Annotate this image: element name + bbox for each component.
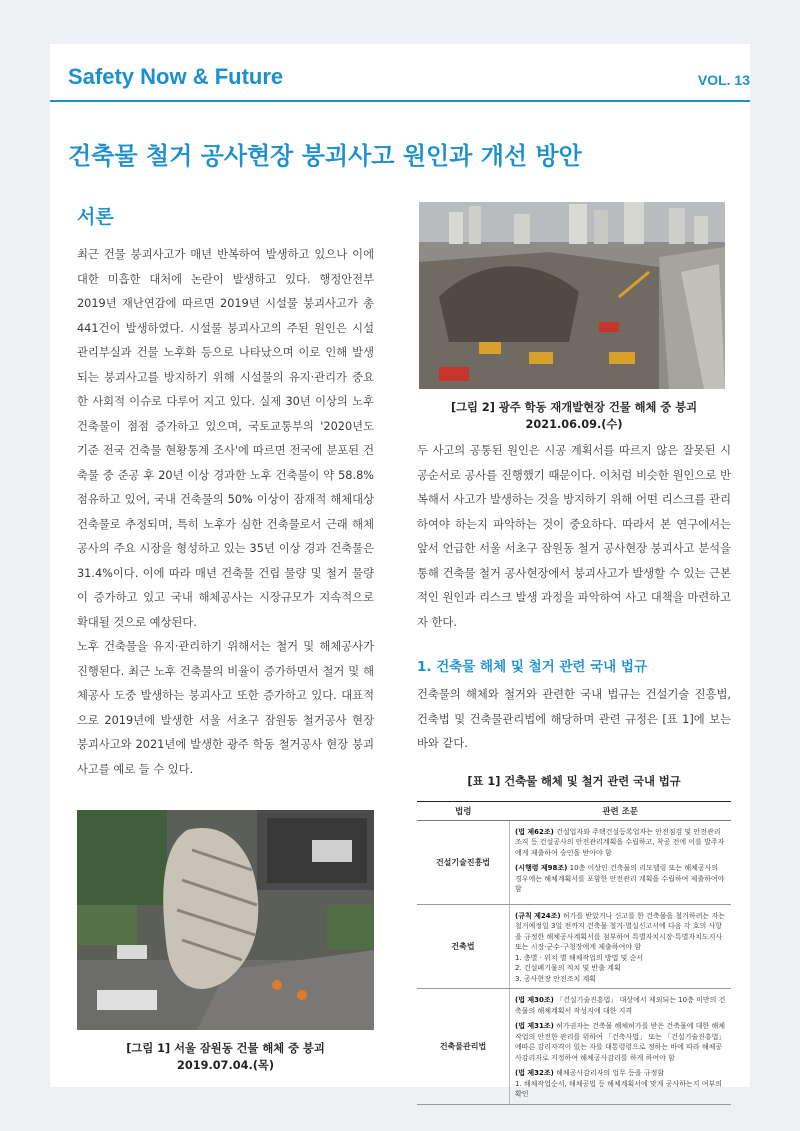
article-ref: (법 제32조) <box>515 1069 554 1077</box>
page-header <box>50 44 750 102</box>
article-item <box>515 827 726 859</box>
table-1-title: [표 1] 건축물 해체 및 철거 관련 국내 법규 <box>467 774 681 788</box>
figure-1-caption-title: [그림 1] 서울 잠원동 건물 해체 중 붕괴 <box>126 1042 325 1055</box>
law-name: 건설기술진흥법 <box>417 820 510 904</box>
intro-paragraph-1: 최근 건물 붕괴사고가 매년 반복하여 발생하고 있으나 이에 대한 미흡한 대처에 논란이 발생하고 있다. 행정안전부 2019년 재난연감에 따르면 2019년 시설물 붕괴사고가 총 441건이 발생하였다. 시설물 붕괴사고의 주된 원인은 시설관리부실과 건물 노후화 등으로 나타났으며 이로 인해 발생되는 붕괴사고를 방지하기 위해 시설물의 유지·관리가 중요한 사회적 이슈로 다루어 지고 있다. 실제 30년 이상의 노후 건축물이 점점 증가하고 있으며, 국토교통부의 '2020년도 기준 전국 건축물 현황통계 조사'에 따르면 전국에 분포된 건축물 중 준공 후 20년 이상 경과한 노후 건축물이 약 58.8% 점유하고 있어, 국내 건축물의 50% 이상이 잠재적 해체대상 건축물로 추정되며, 특히 노후가 심한 건축물로서 근래 해체공사의 주요 시장을 형성하고 있는 35년 이상 경과 건축물은 31.4%이다. 이에 따라 매년 건축물 건립 물량 및 철거 물량이 증가하고 있고 국내 해체공사는 시장규모가 지속적으로 확대될 것으로 예상된다. <box>77 248 374 629</box>
article-item <box>515 863 726 895</box>
law-articles <box>510 820 732 904</box>
figure-2-photo <box>419 202 725 389</box>
article-ref: (규칙 제24조) <box>515 911 561 920</box>
article-ref: (시행령 제98조) <box>515 864 568 872</box>
figure-2-caption <box>417 399 731 433</box>
article-subitem: 2. 건설폐기물의 적치 및 반출 계획 <box>515 964 621 972</box>
section-1-heading: 1. 건축물 해체 및 철거 관련 국내 법규 <box>417 659 647 675</box>
intro-heading: 서론 <box>77 206 114 228</box>
table-header-row <box>417 801 731 820</box>
article-page <box>50 44 750 1098</box>
header-divider <box>50 100 750 102</box>
regulations-table <box>417 801 731 1105</box>
intro-paragraph-2: 노후 건축물을 유지·관리하기 위해서는 철거 및 해체공사가 진행된다. 최근 노후 건축물의 비율이 증가하면서 철거 및 해체공사 도중 발생하는 붕괴사고 또한 증가하고 있다. 대표적으로 2019년에 발생한 서울 서초구 잠원동 철거공사 현장 붕괴사고와 2021년에 발생한 광주 학동 철거공사 현장 붕괴사고를 예로 들 수 있다. <box>77 640 374 776</box>
article-text: 허가권자는 건축물 해체허가를 받은 건축물에 대한 해체작업의 안전한 관리를 위하여 「건축사법」 또는 「건설기술진흥법」 에따른 감리자격이 있는 자를 대통령령으로 정하는 바에 따라 해체공사감리자로 지정하여 해체공사감리를 하게 하여야 함 <box>515 1022 726 1062</box>
figure-1-caption <box>77 1040 374 1074</box>
law-articles <box>510 989 732 1105</box>
article-item <box>515 1068 726 1079</box>
right-column <box>417 202 731 1105</box>
magazine-title: Safety Now & Future <box>68 64 284 89</box>
article-item <box>515 1021 726 1063</box>
article-ref: (법 제31조) <box>515 1022 554 1030</box>
table-row <box>417 820 731 904</box>
table-row <box>417 989 731 1105</box>
article-ref: (법 제30조) <box>515 996 554 1004</box>
article-item <box>515 911 726 953</box>
article-text: 「건설기술진흥법」 대상에서 제외되는 10층 미만의 건축물의 해체계획서 작성지에 대한 지격 <box>515 996 726 1015</box>
article-text: 건설업자와 주택건설등록업자는 안전점검 및 안전관리 조직 등 건설공사의 안전관리계획을 수립하고, 착공 전에 이를 발주자에게 제출하여 승인을 받아야 함 <box>515 827 725 857</box>
article-text: 10층 이상인 건축물의 리모델링 또는 해체공사의 경우에는 해체계획서를 포함한 안전관리 계획을 수립하여 제출하여야 함 <box>515 864 725 893</box>
figure-2-caption-date: 2021.06.09.(수) <box>525 418 623 431</box>
demolition-site-illustration <box>419 202 725 389</box>
article-subitem: 1. 층별 · 위치 별 해체작업의 방법 및 순서 <box>515 953 644 962</box>
table-header-articles: 관련 조문 <box>510 801 732 820</box>
law-name: 건축물관리법 <box>417 989 510 1105</box>
left-column <box>77 202 374 1074</box>
table-row <box>417 904 731 989</box>
figure-1-caption-date: 2019.07.04.(목) <box>177 1059 274 1072</box>
right-paragraph-1: 두 사고의 공통된 원인은 시공 계획서를 따르지 않은 잘못된 시공순서로 공사를 진행했기 때문이다. 이처럼 비슷한 원인으로 반복해서 사고가 발생하는 것을 방지하기 위해 어떤 리스크를 관리하여야 하는지 파악하는 것이 중요하다. 따라서 본 연구에서는 앞서 언급한 서울 서초구 잠원동 철거 공사현장 붕괴사고 분석을 통해 건축물 철거 공사현장에서 붕괴사고가 발생할 수 있는 근본적인 원인과 리스크 발생 과정을 파악하여 사고 대책을 마련하고자 한다. <box>417 444 731 629</box>
figure-1-photo <box>77 810 374 1030</box>
table-header-law: 법령 <box>417 801 510 820</box>
law-name: 건축법 <box>417 904 510 989</box>
article-item <box>515 995 726 1016</box>
article-text: 해체공사감리자의 업무 등을 규정함 <box>553 1069 665 1077</box>
collapse-scene-illustration <box>77 810 374 1030</box>
article-title: 건축물 철거 공사현장 붕괴사고 원인과 개선 방안 <box>68 142 582 170</box>
figure-2-caption-title: [그림 2] 광주 학동 재개발현장 건물 해체 중 붕괴 <box>450 401 698 414</box>
section-1-paragraph: 건축물의 해체와 철거와 관련한 국내 법규는 건설기술 진흥법, 건축법 및 건축물관리법에 해당하며 관련 규정은 [표 1]에 보는 바와 같다. <box>417 688 731 750</box>
article-subitem: 3. 공사현장 안전조치 계획 <box>515 974 596 983</box>
article-text: 허가를 받았거나 신고를 한 건축물을 철거하려는 자는 철거예정일 3일 전까지 건축물 철거·멸실신고서에 다음 각 호의 사항을 규정한 해체공사계획서를 첨부하여 특별자치시장·특별자치도지사 또는 시장·군수·구청장에게 제출하여야 함 <box>515 911 725 951</box>
law-articles <box>510 904 732 989</box>
article-subitem: 1. 해체작업순서, 해체공법 등 해체계획서에 맞게 공사하는지 여부의 확인 <box>515 1079 723 1098</box>
volume-number: VOL. 13 <box>697 72 750 88</box>
article-ref: (법 제62조) <box>515 827 554 836</box>
